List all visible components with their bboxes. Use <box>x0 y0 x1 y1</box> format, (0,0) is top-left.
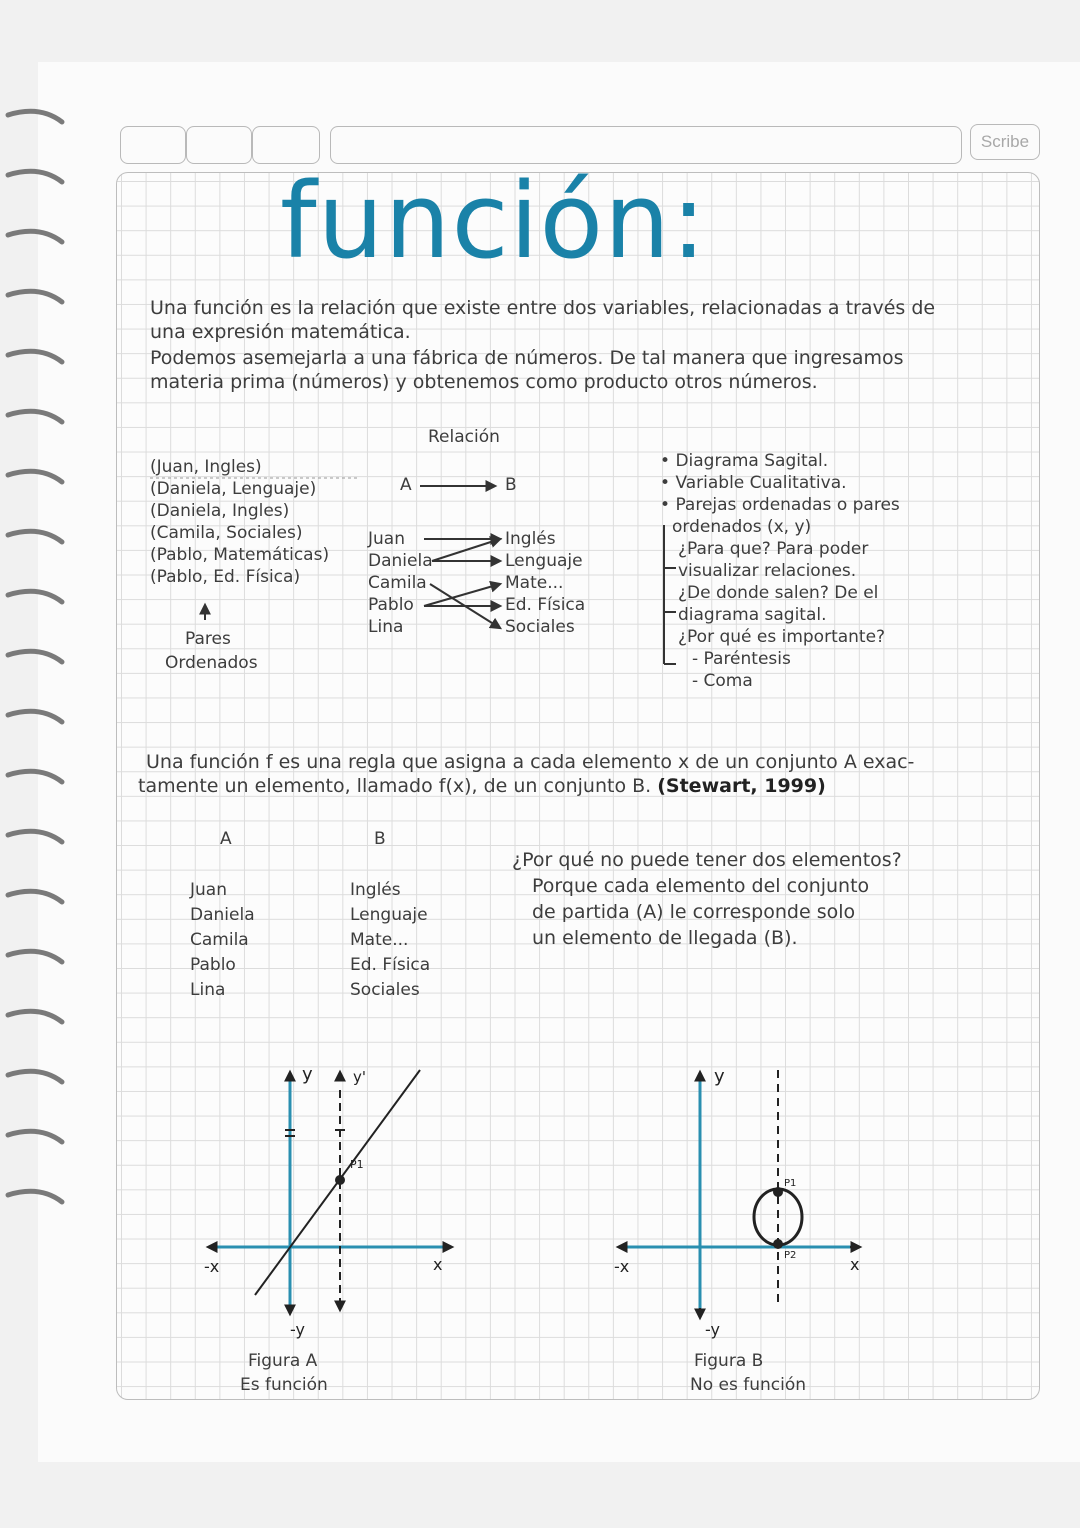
figure-b-graph <box>610 1050 870 1350</box>
fig-a-x-label: x <box>433 1255 443 1274</box>
bullet-3: • Parejas ordenadas o pares <box>660 495 900 515</box>
fig-a-neg-y-label: -y <box>290 1320 305 1339</box>
domain-item: Pablo <box>368 595 414 615</box>
figure-a-graph <box>190 1050 480 1350</box>
codomain-item: Inglés <box>505 529 556 549</box>
pair-item: (Pablo, Matemáticas) <box>150 545 330 565</box>
fig-a-neg-x-label: -x <box>204 1257 220 1276</box>
upper-point <box>773 1187 783 1197</box>
figure-a-caption-1: Figura A <box>248 1351 318 1371</box>
set-b-label: B <box>505 475 517 495</box>
pair-item: (Camila, Sociales) <box>150 523 303 543</box>
fig-b-p2-label: P2 <box>784 1250 797 1261</box>
detail-1: - Paréntesis <box>692 649 791 669</box>
set-a-item: Juan <box>190 880 227 900</box>
set-b-item: Mate... <box>350 930 409 950</box>
question-1a: ¿Para que? Para poder <box>678 539 869 559</box>
lower-point <box>773 1239 783 1249</box>
domain-item: Lina <box>368 617 404 637</box>
set-a-item: Camila <box>190 930 249 950</box>
sets-a-label: A <box>220 829 232 849</box>
relation-heading: Relación <box>428 427 500 447</box>
intro-line-2: una expresión matemática. <box>150 321 411 343</box>
intro-line-1: Una función es la relación que existe entre dos variables, relacionadas a través de <box>150 297 936 319</box>
bullet-1: • Diagrama Sagital. <box>660 451 829 471</box>
intro-line-4: materia prima (números) y obtenemos como producto otros números. <box>150 371 818 393</box>
codomain-item: Lenguaje <box>505 551 583 571</box>
pair-item: (Daniela, Ingles) <box>150 501 290 521</box>
set-a-item: Pablo <box>190 955 236 975</box>
question-3: ¿Por qué es importante? <box>678 627 886 647</box>
question-1b: visualizar relaciones. <box>678 561 857 581</box>
question-2a: ¿De donde salen? De el <box>678 583 879 603</box>
pair-item: (Juan, Ingles) <box>150 457 262 477</box>
pairs-label-1: Pares <box>185 629 231 649</box>
why-answer-1: Porque cada elemento del conjunto <box>532 875 870 897</box>
map-arrow <box>432 539 500 561</box>
why-answer-3: un elemento de llegada (B). <box>532 927 798 949</box>
why-question: ¿Por qué no puede tener dos elementos? <box>512 849 902 871</box>
fig-b-neg-y-label: -y <box>705 1320 720 1339</box>
codomain-item: Ed. Física <box>505 595 586 615</box>
set-b-item: Lenguaje <box>350 905 428 925</box>
notes-list <box>660 450 900 692</box>
domain-item: Camila <box>368 573 427 593</box>
set-a-label: A <box>400 475 412 495</box>
page-title: función: <box>280 160 708 282</box>
set-b-item: Ed. Física <box>350 955 431 975</box>
fig-a-yprime-label: y' <box>353 1068 367 1086</box>
domain-item: Juan <box>368 529 405 549</box>
citation: (Stewart, 1999) <box>657 775 826 797</box>
figure-b-caption-2: No es función <box>690 1375 807 1395</box>
set-b-item: Inglés <box>350 880 401 900</box>
set-a-item: Lina <box>190 980 226 1000</box>
pair-item: (Pablo, Ed. Física) <box>150 567 301 587</box>
sets-b-list <box>350 878 430 1003</box>
fig-b-p1-label: P1 <box>784 1178 797 1189</box>
figure-a-caption-2: Es función <box>240 1375 328 1395</box>
bullet-3-cont: ordenados (x, y) <box>672 517 812 537</box>
fig-a-y-label: y <box>302 1064 313 1085</box>
sets-a-list <box>190 878 255 1003</box>
figure-b-caption-1: Figura B <box>694 1351 764 1371</box>
definition-line-2: tamente un elemento, llamado f(x), de un conjunto B. (Stewart, 1999) <box>138 775 826 797</box>
fig-b-neg-x-label: -x <box>614 1257 630 1276</box>
fig-a-point-label: P1 <box>350 1158 364 1171</box>
brand-logo: Scribe <box>970 124 1040 160</box>
domain-item: Daniela <box>368 551 433 571</box>
intro-line-3: Podemos asemejarla a una fábrica de números. De tal manera que ingresamos <box>150 347 904 369</box>
intersection-point <box>335 1175 345 1185</box>
fig-b-x-label: x <box>850 1255 860 1274</box>
bullet-2: • Variable Cualitativa. <box>660 473 847 493</box>
set-b-item: Sociales <box>350 980 420 1000</box>
definition-line-1: Una función f es una regla que asigna a cada elemento x de un conjunto A exac- <box>146 751 915 773</box>
set-a-item: Daniela <box>190 905 255 925</box>
codomain-item: Sociales <box>505 617 575 637</box>
sets-b-label: B <box>374 829 386 849</box>
pairs-label-2: Ordenados <box>165 653 258 673</box>
pair-item: (Daniela, Lenguaje) <box>150 479 317 499</box>
question-2b: diagrama sagital. <box>678 605 827 625</box>
why-answer-2: de partida (A) le corresponde solo <box>532 901 856 923</box>
fig-b-y-label: y <box>714 1066 725 1087</box>
codomain-item: Mate... <box>505 573 564 593</box>
detail-2: - Coma <box>692 671 753 691</box>
